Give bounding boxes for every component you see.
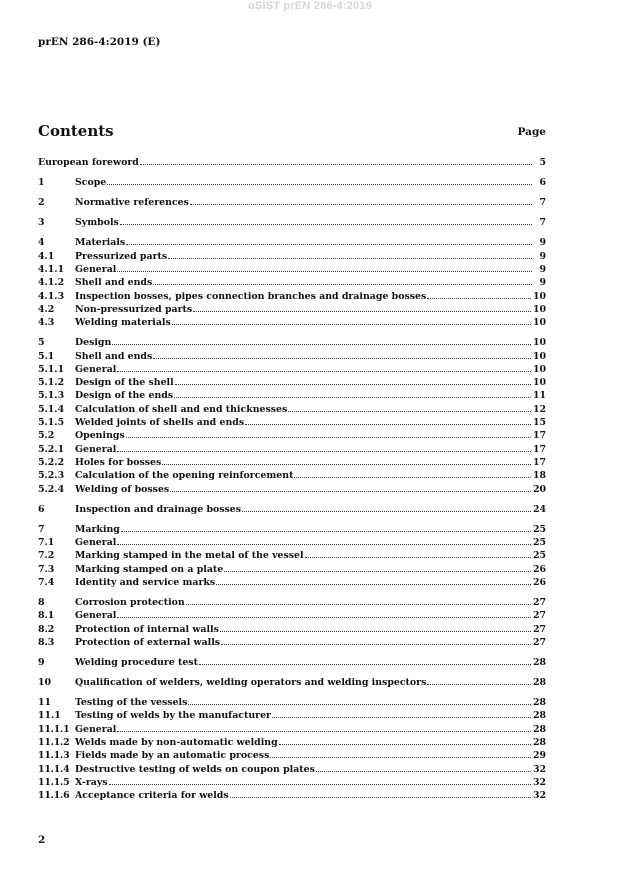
- toc-entry-page: 12: [532, 403, 546, 415]
- toc-entry[interactable]: [38, 636, 546, 649]
- toc-entry[interactable]: [38, 676, 546, 689]
- toc-entry-page: 28: [532, 737, 546, 749]
- toc-entry-title[interactable]: Shell and ends: [75, 350, 153, 362]
- toc-entry-page: 32: [532, 790, 546, 802]
- dot-leader: [230, 796, 531, 798]
- toc-entry-title[interactable]: Corrosion protection: [75, 596, 185, 608]
- toc-entry[interactable]: [38, 503, 546, 516]
- dot-leader: [220, 630, 531, 632]
- toc-entry-page: 17: [532, 430, 546, 442]
- toc-entry-number: 4.1.2: [38, 277, 65, 289]
- dot-leader: [294, 476, 531, 478]
- toc-entry-number: 7.3: [38, 563, 55, 575]
- toc-entry[interactable]: [38, 303, 546, 316]
- dot-leader: [120, 223, 532, 225]
- toc-entry-page: 9: [539, 250, 546, 262]
- toc-entry-title[interactable]: Protection of internal walls: [75, 623, 219, 635]
- toc-entry-title[interactable]: Welding procedure test: [75, 656, 198, 668]
- toc-entry-title[interactable]: Marking: [75, 523, 120, 535]
- toc-entry-title[interactable]: Marking stamped in the metal of the vessel: [75, 550, 304, 562]
- toc-entry-number: 8: [38, 596, 45, 608]
- toc-entry-number: 7.4: [38, 576, 55, 588]
- toc-entry[interactable]: [38, 536, 546, 549]
- toc-entry-title[interactable]: General: [75, 443, 117, 455]
- dot-leader: [117, 370, 531, 372]
- dot-leader: [153, 283, 532, 285]
- toc-entry-title[interactable]: Acceptance criteria for welds: [75, 790, 229, 802]
- table-of-contents: [38, 156, 546, 803]
- dot-leader: [272, 716, 531, 718]
- toc-entry-title[interactable]: General: [75, 723, 117, 735]
- toc-entry[interactable]: [38, 290, 546, 303]
- toc-entry[interactable]: [38, 276, 546, 289]
- toc-entry-title[interactable]: Calculation of the opening reinforcement: [75, 470, 294, 482]
- toc-entry[interactable]: [38, 789, 546, 802]
- toc-entry-number: 11.1.6: [38, 790, 70, 802]
- toc-entry-title[interactable]: Pressurized parts: [75, 250, 168, 262]
- toc-entry-page: 10: [532, 317, 546, 329]
- dot-leader: [270, 756, 531, 758]
- toc-entry-title[interactable]: Openings: [75, 430, 125, 442]
- toc-entry-page: 9: [539, 277, 546, 289]
- toc-entry-page: 25: [532, 550, 546, 562]
- toc-entry[interactable]: [38, 696, 546, 709]
- toc-entry-title[interactable]: General: [75, 363, 117, 375]
- toc-entry-number: 11.1.2: [38, 737, 70, 749]
- toc-entry-title[interactable]: Qualification of welders, welding operators and welding inspectors: [75, 677, 427, 689]
- toc-entry-page: 10: [532, 363, 546, 375]
- dot-leader: [153, 357, 531, 359]
- dot-leader: [174, 396, 531, 398]
- dot-leader: [279, 743, 531, 745]
- dot-leader: [117, 450, 531, 452]
- toc-entry-title[interactable]: Scope: [75, 177, 107, 189]
- toc-entry[interactable]: [38, 749, 546, 762]
- toc-entry-page: 32: [532, 776, 546, 788]
- toc-entry-page: 28: [532, 697, 546, 709]
- toc-entry-number: 5.1.1: [38, 363, 65, 375]
- toc-entry-page: 32: [532, 763, 546, 775]
- toc-entry-page: 28: [532, 723, 546, 735]
- toc-entry[interactable]: [38, 549, 546, 562]
- toc-entry-number: 11.1.5: [38, 776, 70, 788]
- toc-entry-title[interactable]: Shell and ends: [75, 277, 153, 289]
- toc-entry-number: 5.1.4: [38, 403, 65, 415]
- toc-entry-title[interactable]: Calculation of shell and end thicknesses: [75, 403, 288, 415]
- toc-entry-page: 25: [532, 537, 546, 548]
- toc-entry-page: 28: [532, 710, 546, 722]
- dot-leader: [188, 703, 531, 705]
- dot-leader: [112, 343, 531, 345]
- toc-entry[interactable]: [38, 596, 546, 609]
- toc-entry-number: 3: [38, 217, 45, 229]
- toc-entry[interactable]: [38, 456, 546, 469]
- toc-entry-number: 5.2.2: [38, 456, 65, 468]
- toc-entry[interactable]: [38, 216, 546, 229]
- toc-entry[interactable]: [38, 609, 546, 622]
- toc-entry[interactable]: [38, 736, 546, 749]
- toc-entry-page: 18: [532, 470, 546, 482]
- dot-leader: [107, 183, 532, 185]
- watermark: oSIST prEN 286-4:2019: [247, 0, 373, 12]
- toc-entry-title[interactable]: General: [75, 610, 117, 622]
- dot-leader: [170, 490, 531, 492]
- toc-entry-number: 7.1: [38, 537, 55, 548]
- toc-entry-page: 17: [532, 456, 546, 468]
- toc-entry-page: 20: [532, 483, 546, 495]
- toc-entry-number: 5.2: [38, 430, 55, 442]
- toc-entry-page: 10: [532, 290, 546, 302]
- toc-entry-title[interactable]: Welding materials: [75, 317, 171, 329]
- toc-entry[interactable]: [38, 623, 546, 636]
- toc-entry-number: 5.1.5: [38, 417, 65, 429]
- toc-entry-title[interactable]: Welded joints of shells and ends: [75, 417, 245, 429]
- toc-entry[interactable]: [38, 376, 546, 389]
- toc-entry-number: 4.3: [38, 317, 55, 329]
- dot-leader: [190, 203, 532, 205]
- toc-entry-title[interactable]: Non-pressurized parts: [75, 303, 193, 315]
- toc-entry-page: 27: [532, 636, 546, 648]
- toc-entry-number: 5: [38, 337, 45, 349]
- contents-heading: Contents: [38, 122, 114, 140]
- toc-entry[interactable]: [38, 263, 546, 276]
- toc-entry-number: 2: [38, 197, 45, 209]
- toc-entry-title[interactable]: Welding of bosses: [75, 483, 170, 495]
- toc-entry[interactable]: [38, 336, 546, 349]
- toc-entry[interactable]: [38, 316, 546, 329]
- toc-entry-number: 1: [38, 177, 45, 189]
- toc-entry[interactable]: [38, 403, 546, 416]
- toc-entry-page: 5: [539, 157, 546, 168]
- toc-entry[interactable]: [38, 709, 546, 722]
- toc-entry-title[interactable]: Protection of external walls: [75, 636, 221, 648]
- toc-entry[interactable]: [38, 723, 546, 736]
- toc-entry-page: 10: [532, 303, 546, 315]
- toc-entry-title[interactable]: General: [75, 263, 117, 275]
- toc-entry-number: 8.1: [38, 610, 55, 622]
- dot-leader: [172, 323, 531, 325]
- toc-entry-number: 5.1: [38, 350, 55, 362]
- toc-entry-number: 11.1.4: [38, 763, 70, 775]
- toc-entry[interactable]: [38, 776, 546, 789]
- toc-entry[interactable]: [38, 763, 546, 776]
- toc-entry-number: 4.1.1: [38, 263, 65, 275]
- toc-entry-number: 4: [38, 237, 45, 249]
- dot-leader: [224, 570, 531, 572]
- toc-entry-page: 7: [539, 197, 546, 209]
- toc-entry-page: 28: [532, 677, 546, 689]
- toc-entry-page: 26: [532, 576, 546, 588]
- toc-entry-title[interactable]: Normative references: [75, 197, 189, 209]
- toc-entry-page: 26: [532, 563, 546, 575]
- toc-entry[interactable]: [38, 483, 546, 496]
- toc-entry-number: 7: [38, 523, 45, 535]
- toc-entry[interactable]: [38, 563, 546, 576]
- dot-leader: [162, 463, 531, 465]
- toc-entry-number: 5.2.4: [38, 483, 65, 495]
- toc-entry-title[interactable]: Identity and service marks: [75, 576, 216, 588]
- toc-entry[interactable]: [38, 416, 546, 429]
- toc-entry-number: 4.1.3: [38, 290, 65, 302]
- toc-entry[interactable]: [38, 350, 546, 363]
- toc-entry[interactable]: [38, 576, 546, 589]
- toc-entry-number: 5.2.3: [38, 470, 65, 482]
- dot-leader: [427, 297, 531, 299]
- toc-entry[interactable]: [38, 429, 546, 442]
- toc-entry-title[interactable]: Testing of welds by the manufacturer: [75, 710, 271, 722]
- toc-entry-page: 9: [539, 237, 546, 249]
- toc-entry-title[interactable]: Fields made by an automatic process: [75, 750, 270, 762]
- toc-entry[interactable]: [38, 363, 546, 376]
- toc-entry-page: 17: [532, 443, 546, 455]
- toc-entry-number: 11.1.3: [38, 750, 70, 762]
- toc-entry-number: 11.1.1: [38, 723, 70, 735]
- toc-entry-page: 7: [539, 217, 546, 229]
- toc-entry-number: 11.1: [38, 710, 61, 722]
- dot-leader: [126, 243, 532, 245]
- toc-entry-number: 11: [38, 697, 52, 709]
- toc-entry-title[interactable]: European foreword: [38, 157, 139, 168]
- toc-entry-number: 10: [38, 677, 52, 689]
- toc-entry-title[interactable]: X-rays: [75, 776, 108, 788]
- dot-leader: [126, 436, 531, 438]
- toc-entry-title[interactable]: Testing of the vessels: [75, 697, 188, 709]
- dot-leader: [427, 683, 531, 685]
- dot-leader: [117, 270, 532, 272]
- toc-entry-title[interactable]: Welds made by non-automatic welding: [75, 737, 278, 749]
- toc-entry-title[interactable]: Materials: [75, 237, 126, 249]
- toc-entry-number: 4.2: [38, 303, 55, 315]
- dot-leader: [140, 163, 532, 165]
- toc-entry-title[interactable]: Marking stamped on a plate: [75, 563, 224, 575]
- toc-entry-title[interactable]: Holes for bosses: [75, 456, 162, 468]
- page-number: 2: [38, 834, 46, 846]
- toc-entry-title[interactable]: Design of the ends: [75, 390, 174, 402]
- toc-entry-page: 6: [539, 177, 546, 189]
- dot-leader: [242, 510, 531, 512]
- toc-entry[interactable]: [38, 196, 546, 209]
- toc-entry-page: 27: [532, 610, 546, 622]
- toc-entry-title[interactable]: Design: [75, 337, 112, 349]
- toc-entry[interactable]: [38, 656, 546, 669]
- toc-entry-number: 4.1: [38, 250, 55, 262]
- toc-entry-number: 9: [38, 656, 45, 668]
- toc-entry-number: 5.2.1: [38, 443, 65, 455]
- dot-leader: [168, 257, 532, 259]
- dot-leader: [186, 603, 531, 605]
- dot-leader: [316, 770, 531, 772]
- toc-entry-title[interactable]: General: [75, 537, 117, 548]
- toc-entry-title[interactable]: Inspection and drainage bosses: [75, 503, 242, 515]
- toc-entry-number: 8.2: [38, 623, 55, 635]
- dot-leader: [175, 383, 531, 385]
- toc-entry-page: 28: [532, 656, 546, 668]
- toc-entry-title[interactable]: Symbols: [75, 217, 119, 229]
- toc-entry-title[interactable]: Inspection bosses, pipes connection branches and drainage bosses: [75, 290, 427, 302]
- toc-entry-page: 10: [532, 350, 546, 362]
- toc-entry[interactable]: [38, 156, 546, 169]
- document-id: prEN 286-4:2019 (E): [38, 36, 161, 48]
- toc-entry-page: 27: [532, 623, 546, 635]
- toc-entry-page: 9: [539, 263, 546, 275]
- toc-entry-page: 15: [532, 417, 546, 429]
- dot-leader: [193, 310, 531, 312]
- toc-entry-page: 25: [532, 523, 546, 535]
- toc-entry-title[interactable]: Destructive testing of welds on coupon plates: [75, 763, 315, 775]
- dot-leader: [288, 410, 531, 412]
- toc-entry-page: 10: [532, 377, 546, 389]
- dot-leader: [109, 783, 531, 785]
- toc-entry-page: 24: [532, 503, 546, 515]
- toc-entry-page: 27: [532, 596, 546, 608]
- toc-entry[interactable]: [38, 523, 546, 536]
- toc-entry[interactable]: [38, 389, 546, 402]
- toc-entry-number: 5.1.3: [38, 390, 65, 402]
- dot-leader: [199, 663, 531, 665]
- toc-entry[interactable]: [38, 250, 546, 263]
- dot-leader: [117, 616, 531, 618]
- dot-leader: [305, 556, 531, 558]
- dot-leader: [245, 423, 531, 425]
- toc-entry-number: 6: [38, 503, 45, 515]
- toc-entry[interactable]: [38, 469, 546, 482]
- toc-entry-page: 10: [532, 337, 546, 349]
- dot-leader: [117, 730, 531, 732]
- toc-entry-page: 11: [532, 390, 546, 402]
- dot-leader: [221, 643, 531, 645]
- toc-entry-number: 7.2: [38, 550, 55, 562]
- page-column-label: Page: [517, 126, 546, 138]
- toc-entry-number: 8.3: [38, 636, 55, 648]
- toc-entry[interactable]: [38, 236, 546, 249]
- toc-entry[interactable]: [38, 443, 546, 456]
- toc-entry[interactable]: [38, 176, 546, 189]
- toc-entry-title[interactable]: Design of the shell: [75, 377, 174, 389]
- toc-entry-page: 29: [532, 750, 546, 762]
- toc-entry-number: 5.1.2: [38, 377, 65, 389]
- dot-leader: [121, 530, 531, 532]
- dot-leader: [117, 543, 531, 545]
- dot-leader: [216, 583, 531, 585]
